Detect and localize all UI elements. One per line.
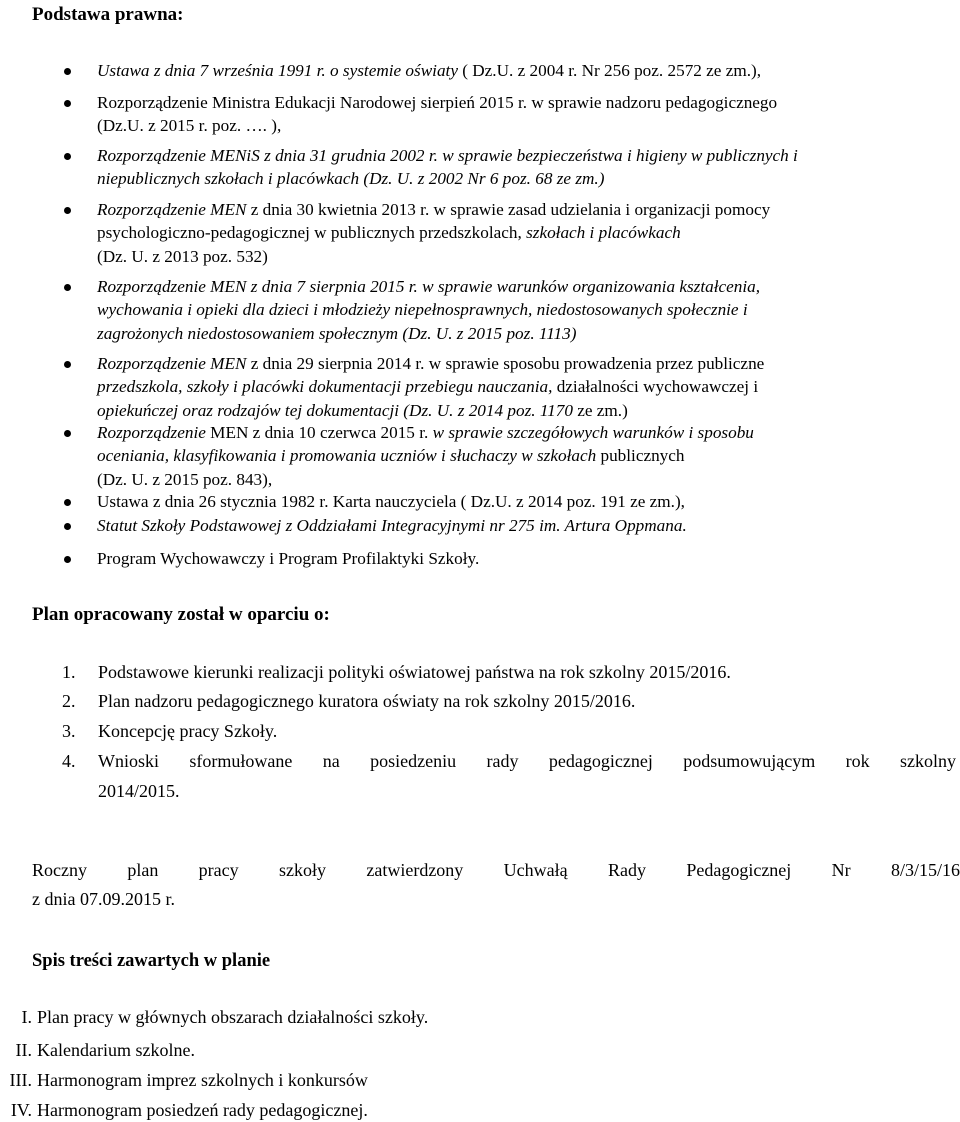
bullet-icon — [64, 361, 71, 368]
legal-basis-text: z dnia 29 sierpnia 2014 r. w sprawie sposobu prowadzenia przez publiczne — [246, 354, 765, 373]
toc-text: Kalendarium szkolne. — [37, 1040, 195, 1060]
bullet-icon — [64, 499, 71, 506]
legal-basis-text: MEN z dnia 10 czerwca 2015 r. — [205, 423, 433, 442]
bullet-icon — [64, 430, 71, 437]
legal-basis-text: Rozporządzenie MEN — [97, 354, 247, 373]
toc-number: III. — [9, 1070, 32, 1090]
legal-basis-line — [97, 245, 268, 269]
legal-basis-text: z dnia 30 kwietnia 2013 r. w sprawie zasad udzielania i organizacji pomocy — [246, 200, 771, 219]
toc-text: Harmonogram imprez szkolnych i konkursów — [37, 1070, 368, 1090]
legal-basis-line — [97, 490, 685, 514]
plan-basis-text: Koncepcję pracy Szkoły. — [98, 721, 278, 741]
legal-basis-line — [97, 468, 272, 492]
legal-basis-text: ( Dz.U. z 2004 r. Nr 256 poz. 2572 ze zm.), — [457, 61, 762, 80]
legal-basis-heading: Podstawa prawna: — [32, 4, 184, 25]
bullet-icon — [64, 68, 71, 75]
toc-number: II. — [15, 1040, 32, 1060]
legal-basis-line — [97, 547, 479, 571]
legal-basis-text: w sprawie szczegółowych warunków i sposobu — [432, 423, 754, 442]
legal-basis-text: szkołach i placówkach — [526, 223, 681, 243]
legal-basis-text: (Dz. U. z 2013 poz. 532) — [97, 246, 268, 266]
bullet-icon — [64, 556, 71, 563]
legal-basis-line — [97, 275, 760, 299]
bullet-icon — [64, 153, 71, 160]
legal-basis-text: Rozporządzenie MEN z dnia 7 sierpnia 2015 r. w sprawie warunków organizowania kształcenia, — [97, 277, 761, 296]
legal-basis-text: (Dz.U. z 2015 r. poz. …. ), — [97, 116, 282, 136]
legal-basis-text: Statut Szkoły Podstawowej z Oddziałami Integracyjnymi nr 275 im. Artura Oppmana. — [97, 516, 687, 535]
toc-number: I. — [21, 1007, 32, 1027]
legal-basis-line — [97, 322, 576, 346]
legal-basis-text: ze zm.) — [572, 400, 628, 420]
legal-basis-text: niepublicznych szkołach i placówkach (Dz. U. z 2002 Nr 6 poz. 68 ze zm.) — [97, 169, 605, 189]
toc-heading: Spis treści zawartych w planie — [32, 951, 271, 971]
plan-basis-number: 2. — [62, 691, 76, 711]
bullet-icon — [64, 207, 71, 214]
legal-basis-text: zagrożonych niedostosowaniem społecznym (Dz. U. z 2015 poz. 1113) — [97, 323, 577, 343]
plan-basis-text: Plan nadzoru pedagogicznego kuratora oświaty na rok szkolny 2015/2016. — [98, 691, 636, 711]
bullet-icon — [64, 523, 71, 530]
toc-number: IV. — [10, 1100, 32, 1120]
legal-basis-text: Rozporządzenie MENiS z dnia 31 grudnia 2002 r. w sprawie bezpieczeństwa i higieny w publicznych i — [97, 146, 798, 165]
plan-basis-number: 4. — [62, 751, 76, 771]
toc-text: Harmonogram posiedzeń rady pedagogicznej. — [37, 1100, 368, 1120]
legal-basis-text: Program Wychowawczy i Program Profilaktyki Szkoły. — [97, 549, 480, 568]
legal-basis-text: (Dz. U. z 2015 poz. 843), — [97, 469, 273, 489]
legal-basis-line — [97, 221, 681, 245]
plan-basis-text: Podstawowe kierunki realizacji polityki oświatowej państwa na rok szkolny 2015/2016. — [98, 662, 731, 682]
legal-basis-line — [97, 167, 604, 191]
legal-basis-line — [97, 59, 761, 83]
legal-basis-line — [97, 444, 684, 468]
legal-basis-text: działalności wychowawczej i — [556, 377, 759, 397]
approval-text-line-1: Roczny plan pracy szkoły zatwierdzony Uchwałą Rady Pedagogicznej Nr 8/3/15/16 — [32, 860, 960, 880]
plan-basis-number: 3. — [62, 721, 76, 741]
legal-basis-line — [97, 91, 777, 115]
legal-basis-line — [97, 514, 687, 538]
legal-basis-line — [97, 144, 798, 168]
plan-basis-number: 1. — [62, 662, 76, 682]
legal-basis-text: wychowania i opieki dla dzieci i młodzieży niepełnosprawnych, niedostosowanych społecznie i — [97, 300, 748, 320]
bullet-icon — [64, 284, 71, 291]
legal-basis-text: publicznych — [596, 446, 685, 466]
legal-basis-line — [97, 352, 764, 376]
legal-basis-line — [97, 114, 281, 138]
legal-basis-text: oceniania, klasyfikowania i promowania uczniów i słuchaczy w szkołach — [97, 446, 597, 466]
plan-basis-text: 2014/2015. — [98, 781, 180, 801]
legal-basis-text: Ustawa z dnia 7 września 1991 r. o systemie oświaty — [97, 61, 458, 80]
plan-basis-heading: Plan opracowany został w oparciu o: — [32, 604, 330, 625]
legal-basis-text: psychologiczno-pedagogicznej w publicznych przedszkolach, — [97, 223, 527, 243]
legal-basis-line — [97, 198, 770, 222]
legal-basis-line — [97, 298, 748, 322]
approval-text-line-2: z dnia 07.09.2015 r. — [32, 889, 175, 909]
plan-basis-text: Wnioski sformułowane na posiedzeniu rady pedagogicznej podsumowującym rok szkolny — [98, 751, 956, 771]
legal-basis-text: opiekuńczej oraz rodzajów tej dokumentacji (Dz. U. z 2014 poz. 1170 — [97, 400, 573, 420]
legal-basis-text: przedszkola, szkoły i placówki dokumentacji przebiegu nauczania, — [97, 377, 557, 397]
legal-basis-line — [97, 421, 754, 445]
legal-basis-line — [97, 399, 628, 423]
bullet-icon — [64, 100, 71, 107]
toc-text: Plan pracy w głównych obszarach działalności szkoły. — [37, 1007, 429, 1027]
legal-basis-text: Rozporządzenie MEN — [97, 200, 247, 219]
legal-basis-text: Rozporządzenie — [97, 423, 206, 442]
legal-basis-text: Ustawa z dnia 26 stycznia 1982 r. Karta nauczyciela ( Dz.U. z 2014 poz. 191 ze zm.), — [97, 492, 685, 511]
legal-basis-line — [97, 375, 758, 399]
legal-basis-text: Rozporządzenie Ministra Edukacji Narodowej sierpień 2015 r. w sprawie nadzoru pedagogicznego — [97, 93, 778, 112]
